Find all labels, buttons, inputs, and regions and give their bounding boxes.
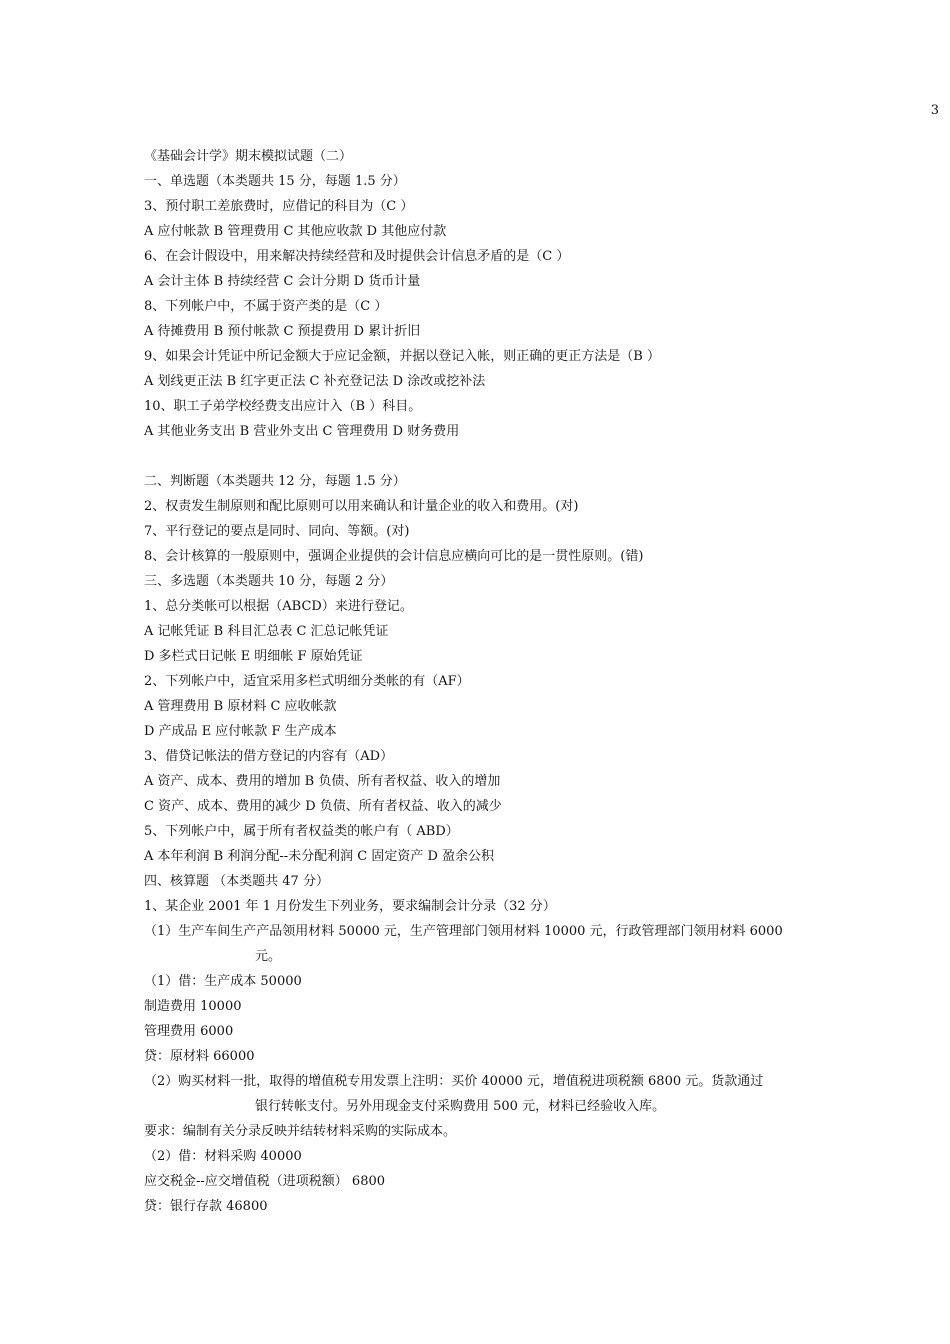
journal-entry-line: 贷：银行存款 46800 [144,1199,268,1214]
journal-entry-line: 应交税金--应交增值税（进项税额） 6800 [144,1174,386,1189]
question-line: 9、如果会计凭证中所记金额大于应记金额，并据以登记入帐，则正确的更正方法是（B ） [144,349,660,364]
problem-text-continued: 银行转帐支付。另外用现金支付采购费用 500 元，材料已经验收入库。 [255,1099,666,1114]
question-line: 3、预付职工差旅费时，应借记的科目为（C ） [144,199,414,214]
options-line: C 资产、成本、费用的减少 D 负债、所有者权益、收入的减少 [144,799,502,814]
journal-entry-line: 贷：原材料 66000 [144,1049,255,1064]
journal-entry-line: 管理费用 6000 [144,1024,234,1039]
question-line: 7、平行登记的要点是同时、同向、等额。(对) [144,524,410,539]
question-line: 2、权责发生制原则和配比原则可以用来确认和计量企业的收入和费用。(对) [144,499,579,514]
options-line: D 多栏式日记帐 E 明细帐 F 原始凭证 [144,649,363,664]
problem-text-continued: 元。 [255,949,282,964]
question-line: 2、下列帐户中，适宜采用多栏式明细分类帐的有（AF） [144,674,470,689]
question-line: 8、下列帐户中，不属于资产类的是（C ） [144,299,388,314]
options-line: A 本年利润 B 利润分配--未分配利润 C 固定资产 D 盈余公积 [144,849,495,864]
options-line: A 资产、成本、费用的增加 B 负债、所有者权益、收入的增加 [144,774,501,789]
problem-text: （1）生产车间生产产品领用材料 50000 元，生产管理部门领用材料 10000 元，行政管理部门领用材料 6000 [144,924,783,939]
question-line: 1、某企业 2001 年 1 月份发生下列业务，要求编制会计分录（32 分） [144,899,556,914]
section-heading-multiple-choice: 三、多选题（本类题共 10 分，每题 2 分） [144,574,394,589]
section-heading-single-choice: 一、单选题（本类题共 15 分，每题 1.5 分） [144,174,406,189]
page-number: 3 [930,103,939,118]
question-line: 3、借贷记帐法的借方登记的内容有（AD） [144,749,394,764]
options-line: A 记帐凭证 B 科目汇总表 C 汇总记帐凭证 [144,624,389,639]
options-line: A 待摊费用 B 预付帐款 C 预提费用 D 累计折旧 [144,324,421,339]
options-line: A 会计主体 B 持续经营 C 会计分期 D 货币计量 [144,274,421,289]
options-line: A 划线更正法 B 红字更正法 C 补充登记法 D 涂改或挖补法 [144,374,486,389]
options-line: A 管理费用 B 原材料 C 应收帐款 [144,699,337,714]
problem-text: （2）购买材料一批，取得的增值税专用发票上注明：买价 40000 元，增值税进项税额 6800 元。货款通过 [144,1074,764,1089]
requirement-line: 要求：编制有关分录反映并结转材料采购的实际成本。 [144,1124,457,1139]
question-line: 10、职工子弟学校经费支出应计入（B ）科目。 [144,399,422,414]
question-line: 8、会计核算的一般原则中，强调企业提供的会计信息应横向可比的是一贯性原则。(错) [144,549,644,564]
options-line: D 产成品 E 应付帐款 F 生产成本 [144,724,337,739]
journal-entry-line: 制造费用 10000 [144,999,242,1014]
options-line: A 其他业务支出 B 营业外支出 C 管理费用 D 财务费用 [144,424,460,439]
document-title: 《基础会计学》期末模拟试题（二） [144,149,353,164]
blank-line [144,444,824,469]
options-line: A 应付帐款 B 管理费用 C 其他应收款 D 其他应付款 [144,224,447,239]
journal-entry-line: （1）借：生产成本 50000 [144,974,302,989]
question-line: 5、下列帐户中，属于所有者权益类的帐户有（ ABD） [144,824,459,839]
section-heading-accounting: 四、核算题 （本类题共 47 分） [144,874,329,889]
document-body [144,144,824,1219]
question-line: 6、在会计假设中，用来解决持续经营和及时提供会计信息矛盾的是（C ） [144,249,570,264]
journal-entry-line: （2）借：材料采购 40000 [144,1149,302,1164]
section-heading-true-false: 二、判断题（本类题共 12 分，每题 1.5 分） [144,474,406,489]
question-line: 1、总分类帐可以根据（ABCD）来进行登记。 [144,599,413,614]
